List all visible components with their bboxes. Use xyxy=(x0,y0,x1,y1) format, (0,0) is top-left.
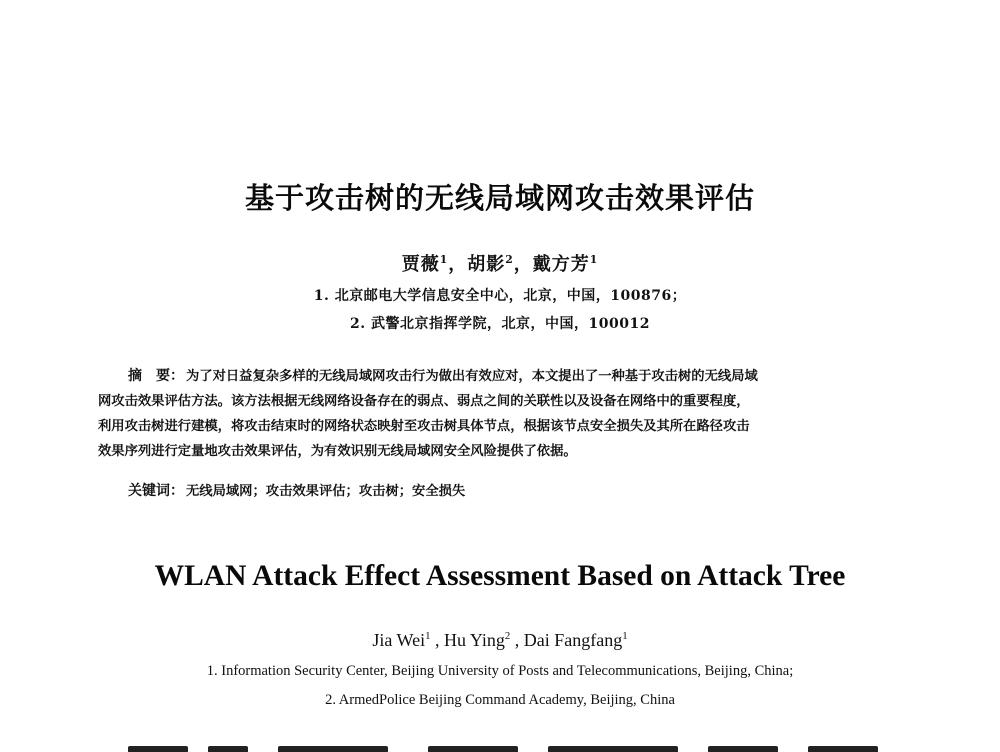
author-separator: , xyxy=(430,630,444,650)
author-affiliation-mark: 1 xyxy=(425,630,431,642)
author-name: 胡影 xyxy=(467,254,506,275)
abstract-line: 利用攻击树进行建模，将攻击结束时的网络状态映射至攻击树具体节点，根据该节点安全损失及其所在路径攻击 xyxy=(98,419,750,434)
author-separator: ， xyxy=(513,254,533,275)
text-fragment xyxy=(128,746,188,752)
chinese-affiliation-2: 2. 武警北京指挥学院，北京，中国，100012 xyxy=(350,316,650,332)
text-fragment xyxy=(708,746,778,752)
author-affiliation-mark: 1 xyxy=(589,253,599,266)
author-separator: ， xyxy=(448,254,468,275)
author-affiliation-mark: 2 xyxy=(505,253,514,266)
text-fragment xyxy=(278,746,388,752)
author-name: Dai Fangfang xyxy=(523,630,623,650)
text-fragment xyxy=(208,746,248,752)
abstract-line-text: 为了对日益复杂多样的无线局域网攻击行为做出有效应对，本文提出了一种基于攻击树的无线局域 xyxy=(186,369,758,384)
chinese-title: 基于攻击树的无线局域网攻击效果评估 xyxy=(244,181,755,215)
cut-off-text-line xyxy=(128,742,888,752)
author-affiliation-mark: 1 xyxy=(439,253,449,266)
author-affiliation-mark: 1 xyxy=(622,630,628,642)
abstract-line: 效果序列进行定量地攻击效果评估，为有效识别无线局域网安全风险提供了依据。 xyxy=(98,444,577,459)
english-authors xyxy=(0,630,1000,651)
abstract-line xyxy=(98,364,910,389)
abstract-label: 摘 要： xyxy=(128,368,184,384)
keywords-text: 无线局域网；攻击效果评估；攻击树；安全损失 xyxy=(186,484,466,499)
keywords-label: 关键词： xyxy=(128,483,184,499)
author-name: 贾薇 xyxy=(401,254,440,275)
text-fragment xyxy=(808,746,878,752)
author-separator: , xyxy=(510,630,524,650)
text-fragment xyxy=(548,746,678,752)
chinese-affiliation-1: 1. 北京邮电大学信息安全中心，北京，中国，100876； xyxy=(313,288,687,304)
english-affiliation-2: 2. ArmedPolice Beijing Command Academy, Beijing, China xyxy=(325,692,675,708)
author-name: Hu Ying xyxy=(443,630,505,650)
abstract-line: 网攻击效果评估方法。该方法根据无线网络设备存在的弱点、弱点之间的关联性以及设备在网络中的重要程度， xyxy=(98,394,750,409)
author-name: Jia Wei xyxy=(372,630,426,650)
english-affiliation-1: 1. Information Security Center, Beijing University of Posts and Telecommunications, Beijing, China; xyxy=(206,663,794,679)
author-name: 戴方芳 xyxy=(532,254,590,275)
text-fragment xyxy=(428,746,518,752)
english-title: WLAN Attack Effect Assessment Based on Attack Tree xyxy=(154,560,846,592)
chinese-authors xyxy=(0,250,1000,276)
chinese-abstract xyxy=(98,364,910,464)
author-affiliation-mark: 2 xyxy=(504,630,511,642)
chinese-keywords xyxy=(128,480,465,500)
